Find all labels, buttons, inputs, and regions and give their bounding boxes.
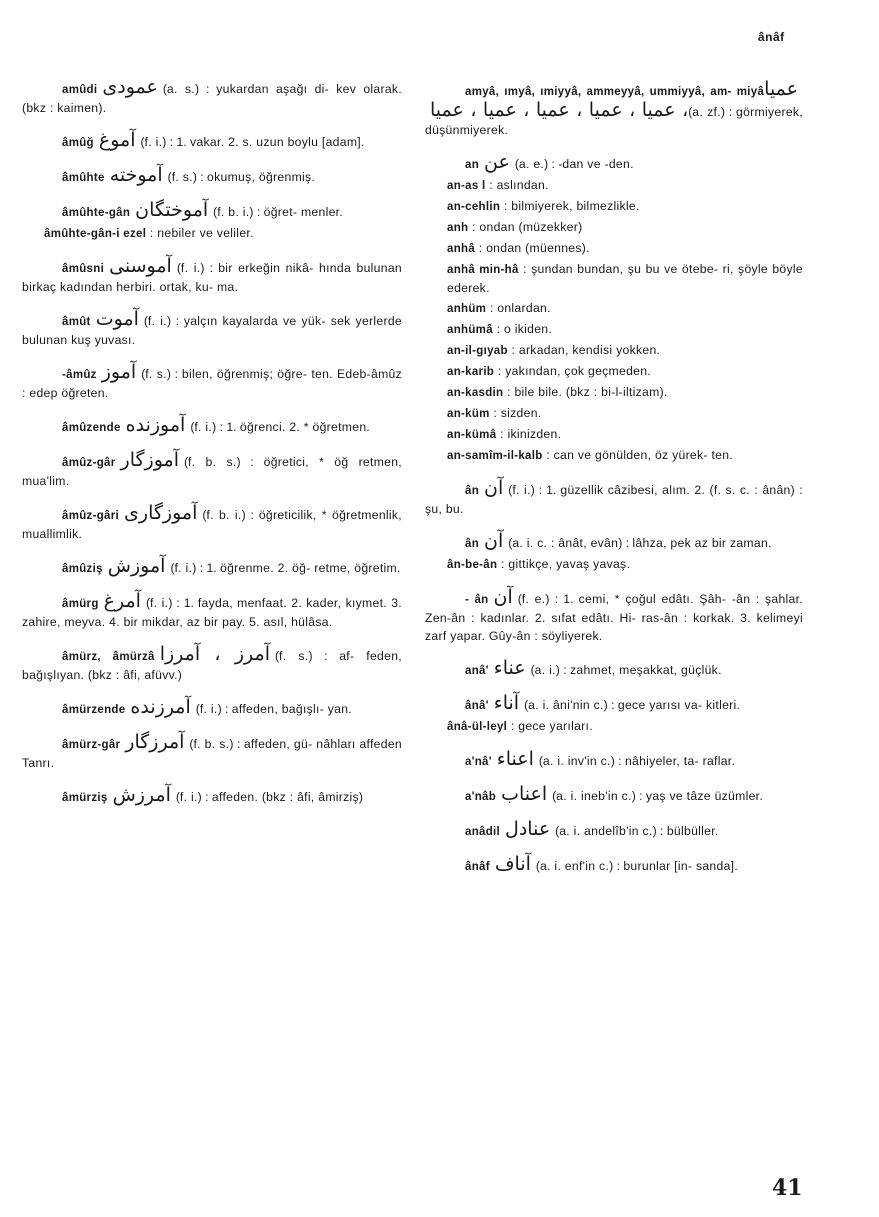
entry-headword: âmûğ xyxy=(62,137,94,149)
entry-headword: âmûhte-gân-i ezel xyxy=(44,228,147,240)
entry-definition: : bile bile. (bkz : bi-l-iltizam). xyxy=(507,385,668,399)
entry-headword: âmürz, âmürzâ xyxy=(62,651,155,663)
entry-arabic-script: عناء xyxy=(493,657,526,679)
entry-headword: an-cehlin xyxy=(447,201,501,213)
entry-definition: (f. i.) : 1. fayda, menfaat. 2. kader, kıymet. 3. zahire, meyva. 4. bir mikdar, az bir pay. 5. asıl, hülâsa. xyxy=(22,596,402,629)
entry-arabic-script: آموغ xyxy=(98,129,136,151)
dictionary-entry xyxy=(425,362,803,381)
entry-headword: anh xyxy=(447,222,469,234)
entry-definition: : sizden. xyxy=(493,406,542,420)
entry-arabic-script: عنادل xyxy=(505,818,551,840)
dictionary-entry xyxy=(425,80,803,139)
entry-definition: (a. i. andelîb'in c.) : bülbüller. xyxy=(555,824,719,838)
entry-definition: (f. i.) : 1. öğrenci. 2. * öğretmen. xyxy=(190,420,371,434)
entry-definition: (f. b. s.) : affeden, gü- nâhları affeden Tanrı. xyxy=(22,737,402,770)
dictionary-entry xyxy=(22,504,402,543)
dictionary-entry xyxy=(425,785,803,806)
entry-headword: âmûhte xyxy=(62,172,105,184)
dictionary-entry xyxy=(425,341,803,360)
entry-definition: : aslından. xyxy=(489,178,549,192)
entry-arabic-script: اعناء xyxy=(496,748,534,770)
entry-arabic-script: آناف xyxy=(494,853,531,875)
entry-definition: : nebiler ve veliler. xyxy=(149,226,254,240)
entry-headword: an-as l xyxy=(447,180,486,192)
entry-headword: ân xyxy=(465,538,480,550)
entry-arabic-script: آموزگاری xyxy=(124,502,198,524)
entry-headword: anhâ xyxy=(447,243,476,255)
right-column xyxy=(425,80,803,876)
entry-headword: ân xyxy=(465,485,480,497)
entry-definition: : yakından, çok geçmeden. xyxy=(497,364,651,378)
entry-definition: : arkadan, kendisi yokken. xyxy=(511,343,661,357)
entry-definition: (f. i.) : 1. öğrenme. 2. öğ- retme, öğretim. xyxy=(170,561,401,575)
entry-definition: (f. s.) : af- feden, bağışlıyan. (bkz : âfi, afüvv.) xyxy=(22,649,402,682)
entry-headword: âmûsni xyxy=(62,263,105,275)
entry-definition: : gece yarıları. xyxy=(510,719,593,733)
entry-definition: (a. s.) : yukardan aşağı di- kev olarak. (bkz : kaimen). xyxy=(22,82,402,115)
entry-definition: : şundan bundan, şu bu ve ötebe- ri, şöyle böyle ederek. xyxy=(447,262,803,295)
entry-definition: (f. i.) : yalçın kayalarda ve yük- sek yerlerde bulunan kuş yuvası. xyxy=(22,314,402,347)
dictionary-entry xyxy=(425,855,803,876)
dictionary-entry xyxy=(22,166,402,187)
dictionary-entry xyxy=(22,557,402,578)
entry-definition: (f. s.) : bilen, öğrenmiş; öğre- ten. Edeb-âmûz : edep öğreten. xyxy=(22,367,402,400)
entry-arabic-script: آموزش xyxy=(107,555,166,577)
entry-headword: âmût xyxy=(62,316,91,328)
entry-arabic-script: آموخته xyxy=(109,164,163,186)
dictionary-entry xyxy=(425,479,803,518)
entry-arabic-script: آموسنی xyxy=(109,255,172,277)
entry-arabic-script: آموت xyxy=(95,308,139,330)
guide-word: ânâf xyxy=(758,30,785,44)
dictionary-entry xyxy=(22,201,402,222)
dictionary-entry xyxy=(425,176,803,195)
entry-headword: an-karib xyxy=(447,366,495,378)
entry-definition: (f. i.) : affeden, bağışlı- yan. xyxy=(195,702,352,716)
entry-headword: amyâ, ımyâ, ımiyyâ, ammeyyâ, ummiyyâ, am- miyâ xyxy=(465,86,765,98)
dictionary-entry xyxy=(22,645,402,684)
entry-arabic-script: آمرزش xyxy=(112,784,171,806)
entry-headword: ânâf xyxy=(465,861,490,873)
dictionary-entry xyxy=(425,659,803,680)
entry-arabic-script: آمرغ xyxy=(103,590,141,612)
dictionary-entry xyxy=(22,416,402,437)
entry-arabic-script: آمرز ، آمرزا xyxy=(159,643,270,665)
dictionary-entry xyxy=(425,153,803,174)
entry-arabic-script: آن xyxy=(484,477,504,499)
entry-arabic-script: عمیا ، عمیا ، عمیا ، عمیا ، عمیا ، عمیا xyxy=(430,78,798,121)
dictionary-entry xyxy=(425,299,803,318)
entry-definition: (a. i. enf'in c.) : burunlar [in- sanda]. xyxy=(535,859,739,873)
entry-arabic-script: آموز xyxy=(101,361,137,383)
dictionary-entry xyxy=(425,404,803,423)
dictionary-entry xyxy=(22,310,402,349)
entry-definition: (f. i.) : 1. vakar. 2. s. uzun boylu [adam]. xyxy=(140,135,365,149)
dictionary-entry xyxy=(425,717,803,736)
entry-arabic-script: آمرزگار xyxy=(125,731,185,753)
page-number: 41 xyxy=(772,1175,803,1201)
entry-definition: (a. i. ineb'in c.) : yaş ve tâze üzümler. xyxy=(552,789,764,803)
dictionary-entry xyxy=(425,555,803,574)
entry-headword: âmürzende xyxy=(62,704,126,716)
entry-headword: -âmûz xyxy=(62,369,97,381)
dictionary-entry xyxy=(425,260,803,297)
entry-headword: âmûz-gâr xyxy=(62,457,116,469)
entry-arabic-script: اعناب xyxy=(501,783,548,805)
dictionary-entry xyxy=(425,588,803,645)
entry-definition: (f. b. i.) : öğret- menler. xyxy=(213,205,344,219)
dictionary-entry xyxy=(22,78,402,117)
entry-headword: a'nâb xyxy=(465,791,497,803)
dictionary-entry xyxy=(22,733,402,772)
entry-headword: anâ' xyxy=(465,665,489,677)
entry-definition: : o ikiden. xyxy=(496,322,553,336)
entry-headword: anâdil xyxy=(465,826,501,838)
entry-definition: (f. i.) : 1. güzellik câzibesi, alım. 2. (f. s. c. : ânân) : şu, bu. xyxy=(425,483,803,516)
entry-headword: ânâ-ül-leyl xyxy=(447,721,508,733)
entry-headword: an xyxy=(465,159,480,171)
entry-definition: : ondan (müzekker) xyxy=(472,220,583,234)
entry-headword: anhâ min-hâ xyxy=(447,264,519,276)
dictionary-entry xyxy=(425,218,803,237)
entry-definition: : ikinizden. xyxy=(500,427,562,441)
entry-definition: : can ve gönülden, öz yürek- ten. xyxy=(546,448,733,462)
entry-headword: amûdi xyxy=(62,84,98,96)
entry-headword: âmûzende xyxy=(62,422,121,434)
entry-definition: (a. i. inv'in c.) : nâhiyeler, ta- raflar. xyxy=(538,754,736,768)
entry-definition: (a. i. âni'nin c.) : gece yarısı va- kitleri. xyxy=(524,698,741,712)
entry-headword: an-il-gıyab xyxy=(447,345,508,357)
entry-headword: an-küm xyxy=(447,408,490,420)
entry-headword: ân-be-ân xyxy=(447,559,498,571)
entry-definition: (a. zf.) : görmiyerek, düşünmiyerek. xyxy=(425,105,803,137)
dictionary-entry xyxy=(425,750,803,771)
entry-definition: : ondan (müennes). xyxy=(478,241,590,255)
entry-definition: (a. e.) : -dan ve -den. xyxy=(514,157,634,171)
entry-headword: âmürziş xyxy=(62,792,108,804)
entry-definition: : onlardan. xyxy=(489,301,551,315)
dictionary-entry xyxy=(22,451,402,490)
dictionary-entry xyxy=(425,197,803,216)
entry-arabic-script: عن xyxy=(484,151,510,173)
dictionary-entry xyxy=(425,820,803,841)
entry-headword: âmûhte-gân xyxy=(62,207,131,219)
entry-headword: anhüm xyxy=(447,303,487,315)
dictionary-entry xyxy=(22,131,402,152)
entry-definition: (f. s.) : okumuş, öğrenmiş. xyxy=(167,170,316,184)
entry-definition: : bilmiyerek, bilmezlikle. xyxy=(503,199,640,213)
entry-headword: a'nâ' xyxy=(465,756,492,768)
entry-arabic-script: آموزگار xyxy=(120,449,179,471)
entry-arabic-script: آموختگان xyxy=(135,199,209,221)
dictionary-entry xyxy=(425,446,803,465)
entry-arabic-script: آمرزنده xyxy=(130,696,191,718)
entry-headword: an-kümâ xyxy=(447,429,497,441)
entry-arabic-script: آن xyxy=(484,530,504,552)
dictionary-entry xyxy=(425,532,803,553)
entry-headword: âmürg xyxy=(62,598,99,610)
dictionary-entry xyxy=(425,320,803,339)
entry-headword: ânâ' xyxy=(465,700,489,712)
entry-headword: âmûz-gâri xyxy=(62,510,120,522)
dictionary-entry xyxy=(425,425,803,444)
entry-headword: an-kasdin xyxy=(447,387,504,399)
dictionary-entry xyxy=(425,383,803,402)
entry-definition: (f. i.) : bir erkeğin nikâ- hında bulunan birkaç kadından herbiri. ortak, ku- ma. xyxy=(22,261,402,294)
dictionary-entry xyxy=(22,363,402,402)
entry-headword: âmürz-gâr xyxy=(62,739,121,751)
entry-arabic-script: عمودی xyxy=(102,76,158,98)
dictionary-entry xyxy=(22,786,402,807)
entry-definition: (f. i.) : affeden. (bkz : âfi, âmirziş) xyxy=(175,790,364,804)
dictionary-entry xyxy=(425,694,803,715)
dictionary-entry xyxy=(22,224,402,243)
entry-definition: (f. b. s.) : öğretici, * öğ retmen, mua'lim. xyxy=(22,455,402,488)
dictionary-entry xyxy=(22,592,402,631)
left-column xyxy=(22,78,402,807)
dictionary-entry xyxy=(425,239,803,258)
entry-definition: (a. i. c. : ânât, evân) : lâhza, pek az bir zaman. xyxy=(508,536,772,550)
entry-arabic-script: آن xyxy=(493,586,513,608)
entry-headword: âmûziş xyxy=(62,563,103,575)
entry-definition: (a. i.) : zahmet, meşakkat, güçlük. xyxy=(530,663,722,677)
entry-definition: (f. e.) : 1. cemi, * çoğul edâtı. Şâh- -ân : şahlar. Zen-ân : kadınlar. 2. sıfat edâtı. Hi- ras-ân : korkak. 3. kelimeyi zarf yapar. Gûy-ân : söyliyerek. xyxy=(425,592,803,643)
entry-arabic-script: آموزنده xyxy=(125,414,186,436)
entry-definition: : gittikçe, yavaş yavaş. xyxy=(501,557,631,571)
entry-arabic-script: آناء xyxy=(493,692,520,714)
entry-definition: (f. b. i.) : öğreticilik, * öğretmenlik, muallimlik. xyxy=(22,508,402,541)
entry-headword: an-samîm-il-kalb xyxy=(447,450,543,462)
dictionary-entry xyxy=(22,257,402,296)
entry-headword: - ân xyxy=(465,594,489,606)
entry-headword: anhümâ xyxy=(447,324,493,336)
dictionary-entry xyxy=(22,698,402,719)
